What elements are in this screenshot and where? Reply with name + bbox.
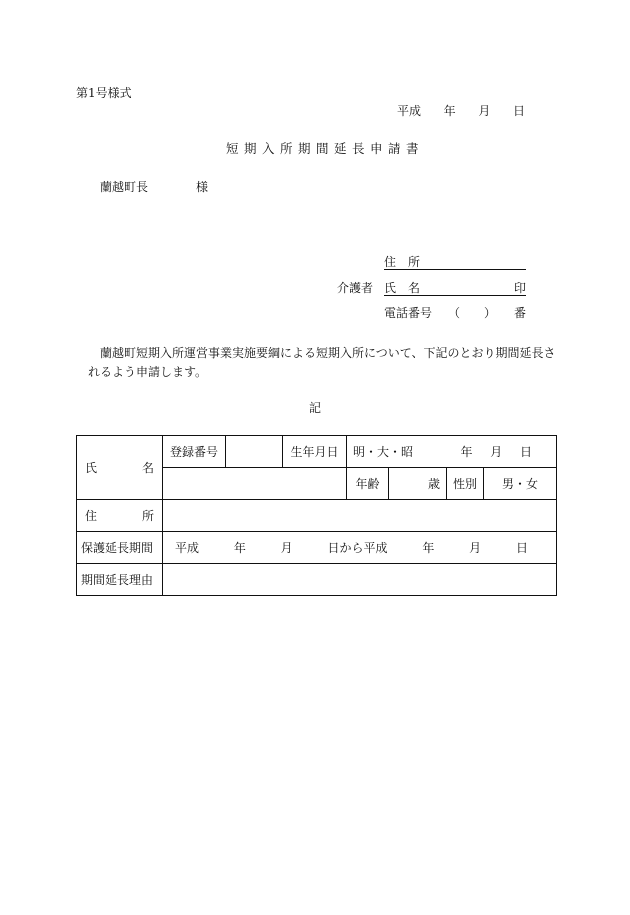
addressee-name: 蘭越町長: [100, 180, 149, 194]
body-text-line1: 蘭越町短期入所運営事業実施要綱による短期入所について、下記のとおり期間延長さ: [100, 346, 556, 360]
application-table: [76, 435, 557, 596]
dob-eras: 明・大・昭: [353, 444, 414, 459]
period-from-era: 平成: [175, 540, 200, 555]
phone-parens: （ ）: [448, 306, 497, 320]
address-label-b: 所: [141, 508, 154, 523]
address-label-cell: [77, 500, 163, 532]
date-day: 日: [512, 104, 525, 118]
date-month: 月: [478, 104, 491, 118]
addressee-honorific: 様: [196, 180, 209, 194]
address-label-a: 住: [85, 508, 98, 523]
address-value[interactable]: [163, 500, 557, 532]
name-label-b: 名: [141, 460, 154, 475]
applicant-name-label: 氏 名: [384, 281, 421, 295]
dob-value[interactable]: [347, 436, 557, 468]
caregiver-label: 介護者: [337, 281, 374, 295]
period-label: 保護延長期間: [77, 532, 163, 564]
date-line: [397, 104, 525, 118]
name-label-cell: [77, 436, 163, 500]
age-value[interactable]: [389, 468, 447, 500]
dob-month: 月: [490, 444, 503, 459]
reg-no-label: 登録番号: [163, 436, 226, 468]
applicant-address-line: [384, 255, 526, 270]
period-value[interactable]: [163, 532, 557, 564]
age-label: 年齢: [347, 468, 389, 500]
form-number: 第1号様式: [76, 86, 132, 100]
phone-label: 電話番号: [384, 306, 433, 320]
phone-line: [384, 306, 526, 320]
reason-label: 期間延長理由: [77, 564, 163, 596]
name-value[interactable]: [163, 468, 347, 500]
age-unit: 歳: [427, 476, 440, 491]
dob-label: 生年月日: [283, 436, 347, 468]
period-from-to: 日から平成: [327, 540, 388, 555]
period-month: 月: [280, 540, 293, 555]
ki-heading: 記: [309, 401, 322, 415]
seal-mark: 印: [513, 281, 526, 295]
date-era: 平成: [397, 104, 422, 118]
name-label-a: 氏: [85, 460, 98, 475]
period-day2: 日: [515, 540, 528, 555]
dob-year: 年: [460, 444, 473, 459]
period-year2: 年: [422, 540, 435, 555]
phone-suffix: 番: [513, 306, 526, 320]
reason-value[interactable]: [163, 564, 557, 596]
document-title: 短期入所期間延長申請書: [226, 141, 425, 156]
sex-label: 性別: [447, 468, 484, 500]
period-year: 年: [233, 540, 246, 555]
body-text-line2: れるよう申請します。: [88, 365, 208, 379]
reg-no-value[interactable]: [226, 436, 283, 468]
dob-day: 日: [519, 444, 532, 459]
period-month2: 月: [469, 540, 482, 555]
applicant-name-line: [384, 281, 526, 296]
sex-options[interactable]: 男・女: [484, 468, 557, 500]
applicant-address-label: 住 所: [384, 255, 421, 269]
date-year: 年: [443, 104, 456, 118]
